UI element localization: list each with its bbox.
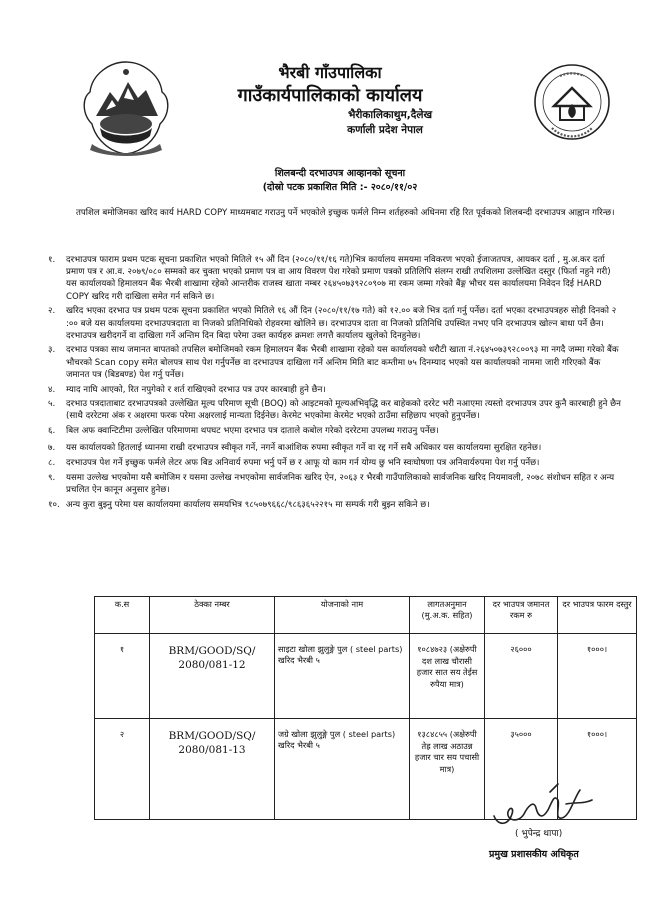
term-text: अन्य कुरा बुझ्नु परेमा यस कार्यालयमा कार्यालय समयभित्र ९८५०७९६६८/९८६३६५२२१५ मा सम्पर्क गरी बुझ्न सकिने छ। xyxy=(66,499,430,510)
term-item xyxy=(44,499,624,511)
term-text: यसमा उल्लेख भएकोमा यसै बमोजिम र यसमा उल्लेख नभएकोमा सार्वजनिक खरिद ऐन, २०६३ र भैरबी गाउँपालिकाको सार्वजनिक खरिद नियमावली, २०७८ संशोधन सहित र अन्य प्रचलित ऐन कानून अनुसार हुनेछ। xyxy=(66,472,615,495)
term-text: यस कार्यालयको हितलाई ध्यानमा राखी दरभाउपत्र स्वीकृत गर्ने, नगर्ने बाआंशिक रुपमा स्वीकृत गर्ने वा रद्द गर्ने सबै अधिकार यस कार्यालयमा सुरक्षित रहनेछ। xyxy=(66,443,542,454)
term-number: १०. xyxy=(48,499,60,510)
term-text: बिल अफ क्वान्टिटीमा उल्लेखित परिमाणमा थपघट भएमा दरभाउ पत्र दाताले कबोल गरेको दररेटमा उपलब्ध गराउनु पर्नेछ। xyxy=(66,426,439,437)
cell-deposit: २६००० xyxy=(485,634,558,719)
term-number: ८. xyxy=(48,458,56,469)
intro-paragraph: तपशिल बमोजिमका खरिद कार्य HARD COPY माध्यमबाट गराउनु पर्ने भएकोले इच्छुक फर्मले निम्न शर्तहरुको अधिनमा रहि रित पूर्वकको शिलबन्दी दरभाउपत्र आह्वान गरिन्छ। xyxy=(76,208,615,218)
term-number: ६. xyxy=(48,426,56,437)
municipality-seal-icon xyxy=(532,62,612,142)
term-item xyxy=(44,425,624,437)
cell-ref: BRM/GOOD/SQ/ 2080/081-12 xyxy=(150,634,275,719)
notice-heading xyxy=(210,167,470,195)
col-header-sn: क.स xyxy=(95,597,150,634)
cell-name: जग्रे खोला झुलुङ्गे पुल ( steel parts) खरिद भैरबी ५ xyxy=(275,719,410,820)
terms-list xyxy=(44,254,624,513)
cell-name: साइटा खोला झुलुङ्गे पुल ( steel parts) खरिद भैरबी ५ xyxy=(275,634,410,719)
col-header-deposit: दर भाउपत्र जमानत रकम रु xyxy=(485,597,558,634)
signer-designation: प्रमुख प्रशासकीय अधिकृत xyxy=(489,849,579,860)
cell-fee: १०००। xyxy=(558,634,637,719)
office-name: गाउँकार्यपालिकाको कार्यालय xyxy=(237,85,423,106)
term-number: ४. xyxy=(48,384,56,395)
signer-name: ( भुपेन्द्र थापा) xyxy=(515,829,563,839)
signature-image xyxy=(488,780,598,830)
table-header-row xyxy=(95,597,637,634)
term-item xyxy=(44,384,624,396)
col-header-cost: लागतअनुमान (मु.अ.क. सहित) xyxy=(410,597,485,634)
term-number: ३. xyxy=(48,345,56,356)
term-item xyxy=(44,457,624,469)
office-province: कर्णाली प्रदेश नेपाल xyxy=(347,124,423,136)
cell-fee: १०००। xyxy=(558,719,637,820)
term-text: दरभाउ पत्रदाताबाट दरभाउपत्रको उल्लेखित मूल्य परिमाण सूची (BOQ) को आइटमको मूल्यअभिवृद्धि कर बाहेकको दररेट भरी नआएमा त्यस्तो दरभाउपत्र उपर कुनै कारबाही हुने छैन (साथै दररेटमा अंक र अक्षरमा फरक परेमा अक्षरलाई मान्यता दिईनेछ। केरमेट भएकोमा केरमेट भएको ठाउँमा सहिछाप भएको हुनुपर्नेछ। xyxy=(66,399,621,422)
col-header-ref: ठेक्का नम्बर xyxy=(150,597,275,634)
term-number: २. xyxy=(48,306,56,317)
notice-title: शिलबन्दी दरभाउपत्र आव्हानको सूचना xyxy=(274,168,406,179)
term-item xyxy=(44,472,624,496)
col-header-fee: दर भाउपत्र फारम दस्तुर xyxy=(558,597,637,634)
term-number: १. xyxy=(48,255,56,265)
term-text: दरभाउपत्र फाराम प्रथम पटक सूचना प्रकाशित भएको मितिले १५ औं दिन (२०८०/११/१६ गते)भित्र कार्यालय समयमा नविकरण भएको ईजाजतपत्र, आयकर दर्ता , मु.अ.कर दर्ता प्रमाण पत्र र आ.व. २०७९/०८० सम्मको कर चुक्ता भएको प्रमाण पत्र वा आय विवरण पेश गरेको प्रमाण पत्रको प्रतिलिपि संलग्न राखी तपशिलमा उल्लेखित दस्तुर (फिर्ता नहुने गरी) यस कार्यालयको हिमालयन बैंक भैरबी शाखामा रहेको आन्तरीक राजस्व खाता नम्बर २६४५०७३९२८०९०७ मा रकम जम्मा गरेको बैंङ्ग भौचर यस कार्यालयमा निवेदन दिई HARD COPY खरिद गरी दाखिला समेत गर्न सकिने छ। xyxy=(66,255,611,302)
cell-sn: २ xyxy=(95,719,150,820)
term-number: ७. xyxy=(48,443,56,454)
cell-cost: १३८४८५५ (अक्षेरुपी तेह्र लाख अठाउन्न हजार चार सय पचासी मात्र) xyxy=(410,719,485,820)
notice-subtitle: (दोस्रो पटक प्रकाशित मिति :- २०८०/११/०२ xyxy=(262,182,418,193)
cell-sn: १ xyxy=(95,634,150,719)
cell-cost: १०८४७२३ (अक्षेरुपी दश लाख चौरासी हजार सात सय तेईस रुपैया मात्र) xyxy=(410,634,485,719)
term-text: म्याद नाघि आएको, रित नपुगेको र शर्त राखिएको दरभाउ पत्र उपर कारबाही हुने छैन। xyxy=(66,384,326,395)
term-item xyxy=(44,398,624,422)
col-header-name: योजनाको नाम xyxy=(275,597,410,634)
term-number: ५. xyxy=(48,399,56,410)
term-number: ९. xyxy=(48,472,56,483)
office-address: भैरीकालिकाथुम,दैलेख xyxy=(347,109,433,121)
table-row xyxy=(95,634,637,719)
org-name: भैरबी गाँउपालिका xyxy=(278,63,382,82)
term-text: खरिद भएका दरभाउ पत्र प्रथम पटक सूचना प्रकाशित भएको मितिले १६ औं दिन (२०८०/११/१७ गते) को १२.०० बजे भित्र दर्ता गर्नु पर्नेछ। दर्ता भएका दरभाउपत्रहरु सोही दिनको २ :०० बजे यस कार्यालयमा दरभाउपत्रदाता वा निजको प्रतिनिधिको रोहवरमा खोलिने छ। दरभाउपत्र दाता वा निजको प्रतिनिधि उपस्थित नभए पनि दरभाउपत्र खोल्न बाधा पर्ने छैन।दरभाउपत्र खरीदगर्ने वा दाखिला गर्ने अन्तिम दिन बिदा परेमा उक्त कार्यहरु क्रमशः लगत्तै कार्यालय खुलेको दिनहुनेछ। xyxy=(66,306,617,341)
term-text: दरभाउ पत्रका साथ जमानत बापतको तपसिल बमोजिमको रकम हिमालयन बैंक भैरबी शाखामा रहेको यस कार्यालयको धरौटी खाता नं.२६४५०७३९२८००९३ मा नगदै जम्मा गरेको बैंक भौचरको Scan copy समेत बोलपत्र साथ पेश गर्नुपर्नेछ वा दरभाउपत्र दाखिला गर्ने अन्तिम मिति बाट कम्तीमा ७५ दिनम्याद भएको यस कार्यालयको नाममा जारी गरिएको बैंक जमानत पत्र (बिडबण्ड) पेश गर्नु पर्नेछ। xyxy=(66,345,619,380)
term-item xyxy=(44,442,624,454)
cell-ref: BRM/GOOD/SQ/ 2080/081-13 xyxy=(150,719,275,820)
term-item xyxy=(44,254,624,303)
term-item xyxy=(44,344,624,381)
nepal-emblem-icon xyxy=(80,58,172,158)
term-item xyxy=(44,305,624,342)
term-text: दरभाउपत्र पेश गर्ने इच्छुक फर्मले लेटर अफ बिड अनिवार्य रुपमा भर्नु पर्ने छ र आफू यो काम गर्न योग्य छु भनि स्वःघोषणा पत्र अनिवार्यरुपमा पेश गर्नु पर्नेछ। xyxy=(66,458,540,469)
cell-deposit: ३५००० xyxy=(485,719,558,820)
letterhead xyxy=(170,62,490,138)
